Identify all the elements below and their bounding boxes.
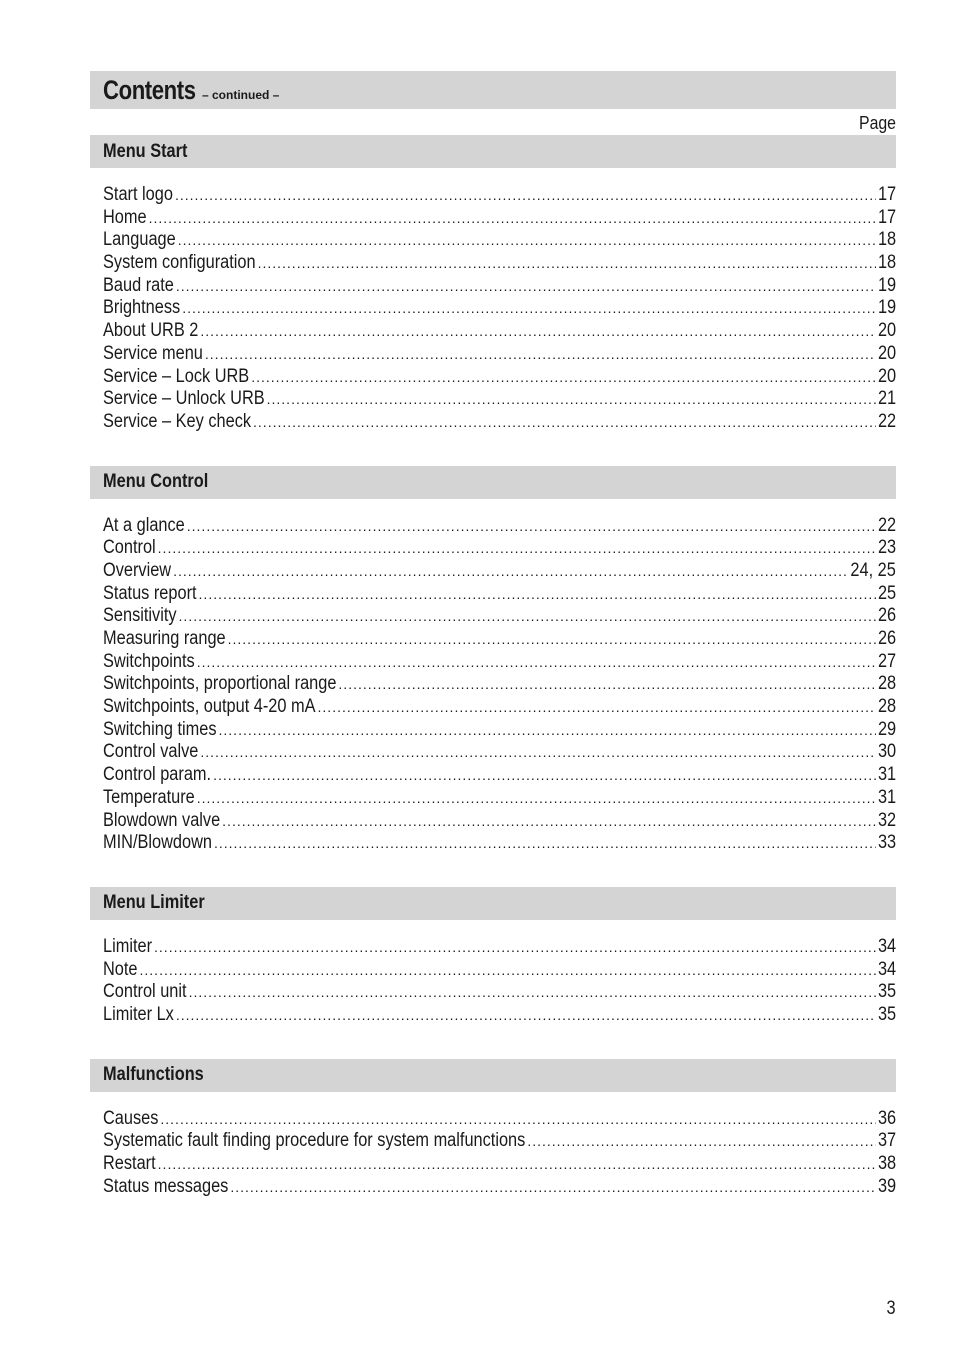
toc-entry-label: Control [103,537,156,559]
toc-entry-page: 22 [877,410,896,432]
section-title: Menu Limiter [103,892,205,914]
toc-entry-label: Service – Key check [103,410,252,432]
toc-entry-page: 32 [877,809,896,831]
toc-entry-label: Switchpoints [103,650,195,672]
toc-entry-page: 28 [877,673,896,695]
dot-leader [197,787,876,810]
toc-entry-page: 39 [877,1175,896,1197]
toc-entry-page: 22 [877,514,896,536]
toc-entry-page: 34 [877,958,896,980]
toc-entry-page: 18 [877,252,896,274]
toc-entry[interactable] [103,936,896,959]
toc-entry-page: 23 [877,537,896,559]
toc-entry[interactable] [103,297,896,320]
section-gap [90,855,896,887]
dot-leader [318,696,876,719]
toc-entry-label: Switchpoints, proportional range [103,673,337,695]
toc-entry[interactable] [103,252,896,275]
toc-entry-page: 17 [877,206,896,228]
page-subtitle: – continued – [202,88,280,102]
toc-entry[interactable] [103,810,896,833]
dot-leader [182,297,876,320]
toc-entry[interactable] [103,981,896,1004]
section-header [90,887,896,920]
toc-entry-label: Limiter Lx [103,1003,174,1025]
dot-leader [173,560,848,583]
toc-entry-label: Switchpoints, output 4-20 mA [103,696,316,718]
dot-leader [179,605,876,628]
toc-entry-page: 35 [877,981,896,1003]
toc-entry-page: 27 [877,650,896,672]
toc-entry-label: Blowdown valve [103,809,221,831]
toc-sections [90,135,896,1198]
toc-entry[interactable] [103,583,896,606]
toc-entry-page: 17 [877,184,896,205]
dot-leader [189,981,876,1004]
toc-entry-label: Status messages [103,1175,229,1197]
toc-entry-list [90,515,896,855]
page-number: 3 [886,1298,896,1319]
dot-leader [251,366,876,389]
dot-leader [140,959,876,982]
toc-entry[interactable] [103,1153,896,1176]
toc-entry-label: MIN/Blowdown [103,832,212,854]
toc-entry-page: 19 [877,297,896,319]
dot-leader [258,252,876,275]
dot-leader [338,673,875,696]
dot-leader [176,1004,876,1027]
dot-leader [178,229,876,252]
dot-leader [222,810,876,833]
toc-entry-page: 20 [877,342,896,364]
toc-entry-label: Service menu [103,342,203,364]
dot-leader [228,628,876,651]
toc-entry[interactable] [103,719,896,742]
dot-leader [200,320,875,343]
dot-leader [253,411,876,434]
dot-leader [214,832,876,855]
contents-header [90,71,896,109]
dot-leader [213,764,876,787]
toc-entry-page: 33 [877,832,896,854]
contents-page [90,71,896,1198]
toc-entry-page: 29 [877,718,896,740]
toc-entry-page: 19 [877,274,896,296]
toc-entry-page: 18 [877,229,896,251]
toc-entry-label: System configuration [103,252,256,274]
toc-entry-label: Restart [103,1153,156,1174]
toc-entry-label: Baud rate [103,274,174,296]
dot-leader [199,583,876,606]
dot-leader [158,1153,876,1176]
section-title: Menu Control [103,471,209,493]
toc-entry-label: Control param. [103,764,212,786]
toc-entry[interactable] [103,229,896,252]
toc-entry[interactable] [103,515,896,538]
toc-entry-label: At a glance [103,514,185,536]
toc-entry-page: 38 [877,1153,896,1174]
toc-entry-page: 28 [877,696,896,718]
toc-entry-page: 25 [877,582,896,604]
dot-leader [219,719,876,742]
section-title: Menu Start [103,140,188,162]
dot-leader [267,388,876,411]
toc-entry[interactable] [103,275,896,298]
toc-entry-label: Service – Unlock URB [103,388,265,410]
dot-leader [230,1176,875,1199]
page-title: Contents [103,75,196,105]
toc-entry[interactable] [103,537,896,560]
toc-entry-page: 20 [877,320,896,342]
toc-entry[interactable] [103,741,896,764]
toc-entry[interactable] [103,787,896,810]
toc-entry[interactable] [103,184,896,207]
toc-entry[interactable] [103,411,896,434]
dot-leader [176,275,876,298]
dot-leader [149,207,876,230]
toc-entry-label: Control valve [103,741,199,763]
toc-entry-page: 20 [877,365,896,387]
toc-entry-list [90,184,896,434]
section-header [90,1059,896,1092]
toc-entry[interactable] [103,1108,896,1131]
toc-entry-label: Home [103,206,147,228]
toc-entry-label: Note [103,958,138,980]
toc-entry-label: Temperature [103,786,195,808]
section-header [90,135,896,168]
toc-entry[interactable] [103,832,896,855]
toc-entry-page: 21 [877,388,896,410]
toc-entry[interactable] [103,207,896,230]
toc-entry-label: Causes [103,1107,159,1129]
toc-entry[interactable] [103,628,896,651]
toc-entry-page: 30 [877,741,896,763]
toc-entry-page: 36 [877,1107,896,1129]
toc-entry[interactable] [103,764,896,787]
toc-entry[interactable] [103,605,896,628]
toc-entry-list [90,1108,896,1199]
toc-entry-label: Language [103,229,176,251]
toc-entry[interactable] [103,1176,896,1199]
dot-leader [527,1130,875,1153]
toc-entry-label: Measuring range [103,628,226,649]
toc-entry[interactable] [103,320,896,343]
toc-entry-page: 35 [877,1003,896,1025]
toc-entry-label: Systematic fault finding procedure for system malfunctions [103,1130,526,1152]
toc-entry-page: 31 [877,786,896,808]
toc-entry-page: 37 [877,1130,896,1152]
dot-leader [175,184,876,207]
dot-leader [154,936,876,959]
toc-entry-label: Overview [103,559,172,581]
toc-entry[interactable] [103,560,896,583]
toc-entry-label: Control unit [103,981,187,1003]
dot-leader [187,515,876,538]
toc-entry[interactable] [103,343,896,366]
toc-entry[interactable] [103,366,896,389]
page-column-label: Page [858,113,896,133]
dot-leader [200,741,875,764]
toc-entry[interactable] [103,959,896,982]
toc-entry-label: Limiter [103,935,153,957]
toc-entry-page: 26 [877,605,896,627]
toc-entry[interactable] [103,1004,896,1027]
toc-entry-label: Brightness [103,297,181,319]
toc-entry-list [90,936,896,1027]
toc-entry[interactable] [103,696,896,719]
toc-entry[interactable] [103,673,896,696]
toc-entry-label: Switching times [103,718,217,740]
toc-entry[interactable] [103,1130,896,1153]
toc-entry[interactable] [103,388,896,411]
section-title: Malfunctions [103,1064,204,1086]
dot-leader [160,1108,875,1131]
section-gap [90,1027,896,1059]
toc-entry-page: 31 [877,764,896,786]
dot-leader [205,343,876,366]
toc-entry-label: Sensitivity [103,605,177,627]
toc-entry-page: 26 [877,628,896,649]
section-gap [90,434,896,466]
toc-entry-page: 24, 25 [850,559,896,581]
dot-leader [158,537,876,560]
toc-entry-label: Status report [103,582,197,604]
toc-entry-page: 34 [877,935,896,957]
toc-entry-label: Start logo [103,184,173,205]
toc-entry-label: Service – Lock URB [103,365,250,387]
dot-leader [197,651,876,674]
toc-entry-label: About URB 2 [103,320,199,342]
section-header [90,466,896,499]
toc-entry[interactable] [103,651,896,674]
